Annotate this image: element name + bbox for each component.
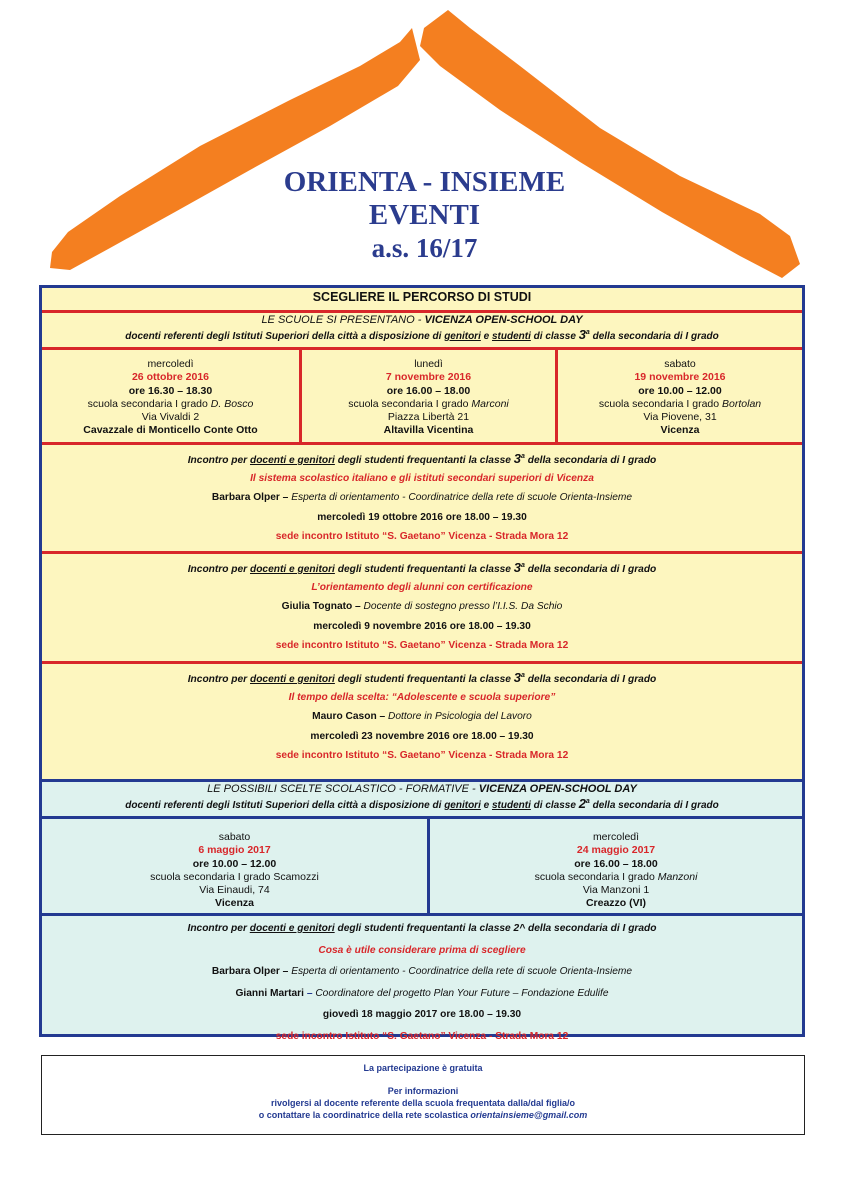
section1-events [42, 347, 802, 442]
meeting-3-num: 3 [513, 670, 522, 685]
meeting-4 [42, 913, 802, 1042]
event-4-city: Vicenza [215, 897, 254, 910]
event-1-date: 26 ottobre 2016 [131, 371, 210, 384]
meeting-1-topic: Il sistema scolastico italiano e gli istituti secondari superiori di Vicenza [250, 472, 594, 484]
meeting-2-sup: a [521, 562, 525, 569]
event-2-school-pre: scuola secondaria I grado [348, 397, 472, 410]
meeting-1-role: Esperta di orientamento - Coordinatrice della rete di scuole Orienta-Insieme [288, 492, 633, 503]
section2-line-b: di classe [530, 800, 579, 811]
meeting-1-num: 3 [513, 451, 522, 466]
meeting-4-intro-b: degli studenti frequentanti la classe 2^ della secondaria di I grado [334, 923, 657, 934]
meeting-3-when: mercoledì 23 novembre 2016 ore 18.00 – 19.30 [310, 730, 534, 742]
event-4-school-name: Scamozzi [273, 870, 319, 883]
section2-events [42, 816, 802, 913]
meeting-2-topic: L’orientamento degli alunni con certificazione [311, 581, 533, 593]
section2-line-u1: genitori [444, 800, 481, 811]
event-1-school-name: D. Bosco [210, 397, 254, 410]
meeting-1-intro-a: Incontro per [187, 455, 250, 466]
event-2-day: lunedì [414, 358, 443, 370]
event-5-time: ore 16.00 – 18.00 [574, 857, 658, 870]
section2-sub-a: LE POSSIBILI SCELTE SCOLASTICO - FORMATIVE [207, 783, 469, 795]
event-4-date: 6 maggio 2017 [198, 844, 271, 857]
event-3 [555, 350, 802, 442]
meeting-4-role-2: Coordinatore del progetto Plan Your Future – Fondazione Edulife [315, 987, 609, 999]
event-3-date: 19 novembre 2016 [634, 371, 726, 384]
meeting-2-when: mercoledì 9 novembre 2016 ore 18.00 – 19.30 [313, 620, 531, 632]
section2-line-sup: a [585, 798, 590, 805]
section1-line-c: della secondaria di I grado [589, 331, 719, 342]
meeting-2 [42, 551, 802, 661]
meeting-1-place: sede incontro Istituto “S. Gaetano” Vicenza - Strada Mora 12 [275, 531, 569, 542]
meeting-2-intro-b: degli studenti frequentanti la classe [334, 564, 514, 575]
meeting-4-speaker-2: Gianni Martari [235, 987, 304, 999]
meeting-4-intro-a: Incontro per [187, 923, 250, 934]
event-4-address: Via Einaudi, 74 [199, 884, 270, 897]
section1-line-u1: genitori [444, 331, 481, 342]
meeting-3 [42, 661, 802, 779]
info-email: orientainsieme@gmail.com [470, 1110, 588, 1120]
info-free: La partecipazione è gratuita [363, 1063, 483, 1073]
event-4-school-pre: scuola secondaria I grado [150, 870, 274, 883]
event-5-day: mercoledì [592, 831, 640, 843]
event-5-city: Creazzo (VI) [585, 897, 647, 910]
meeting-1-speaker: Barbara Olper – [211, 492, 289, 503]
meeting-1 [42, 442, 802, 551]
section2-sub-b: VICENZA OPEN-SCHOOL DAY [478, 783, 637, 795]
meeting-1-intro-b: degli studenti frequentanti la classe [334, 455, 514, 466]
section2-sub-dash: - [468, 783, 479, 795]
meeting-3-intro-b: degli studenti frequentanti la classe [334, 674, 514, 685]
meeting-3-sup: a [521, 672, 525, 679]
meeting-4-topic: Cosa è utile considerare prima di scegliere [318, 944, 526, 956]
meeting-1-when: mercoledì 19 ottobre 2016 ore 18.00 – 19.30 [317, 511, 527, 523]
meeting-1-intro-c: della secondaria di I grado [524, 455, 657, 466]
section2-line-and: e [480, 800, 492, 811]
meeting-3-intro-u: docenti e genitori [249, 674, 335, 685]
event-3-school-pre: scuola secondaria I grado [598, 397, 723, 410]
event-5-school-name: Manzoni [657, 870, 698, 883]
section1-header [42, 288, 802, 310]
event-2-time: ore 16.00 – 18.00 [386, 384, 471, 397]
event-5-school-pre: scuola secondaria I grado [534, 870, 658, 883]
meeting-4-role-1: Esperta di orientamento - Coordinatrice della rete di scuole Orienta-Insieme [288, 966, 633, 977]
info-box [41, 1055, 805, 1135]
event-3-time: ore 10.00 – 12.00 [638, 384, 722, 397]
title-line-2: EVENTI [368, 199, 481, 231]
meeting-2-intro-a: Incontro per [187, 564, 250, 575]
event-3-day: sabato [664, 358, 696, 370]
section1-subheader [42, 310, 802, 347]
event-2-school-name: Marconi [471, 397, 509, 410]
section1-sub-b: VICENZA OPEN-SCHOOL DAY [424, 314, 583, 326]
meeting-3-intro-a: Incontro per [187, 674, 250, 685]
meeting-2-intro-u: docenti e genitori [249, 564, 335, 575]
event-2-address: Piazza Libertà 21 [387, 411, 470, 424]
meeting-3-place: sede incontro Istituto “S. Gaetano” Vicenza - Strada Mora 12 [275, 750, 569, 761]
event-5-address: Via Manzoni 1 [582, 884, 650, 897]
meeting-3-intro-c: della secondaria di I grado [524, 674, 657, 685]
section1-sub-a: LE SCUOLE SI PRESENTANO [261, 314, 415, 326]
event-4 [42, 819, 427, 913]
event-5-date: 24 maggio 2017 [576, 844, 656, 857]
section1-title: SCEGLIERE IL PERCORSO DI STUDI [312, 290, 532, 304]
meeting-3-topic: Il tempo della scelta: “Adolescente e scuola superiore” [288, 691, 556, 703]
section1-line-u2: studenti [491, 331, 531, 342]
event-2-city: Altavilla Vicentina [383, 424, 474, 437]
meeting-4-dash-2: – [303, 987, 316, 999]
title-line-1: ORIENTA - INSIEME [283, 166, 566, 198]
section2-line-c: della secondaria di I grado [589, 800, 719, 811]
event-4-time: ore 10.00 – 12.00 [192, 857, 277, 870]
event-1-day: mercoledì [147, 358, 194, 370]
event-2 [299, 350, 555, 442]
meeting-1-intro-u: docenti e genitori [249, 455, 335, 466]
event-3-city: Vicenza [660, 424, 700, 437]
meeting-3-role: Dottore in Psicologia del Lavoro [385, 711, 532, 722]
event-4-day: sabato [218, 831, 251, 843]
meeting-2-role: Docente di sostegno presso l’I.I.S. Da Schio [360, 601, 563, 612]
section2-subheader [42, 779, 802, 816]
info-more: Per informazioni [387, 1086, 459, 1096]
events-frame [39, 285, 805, 1042]
meeting-2-num: 3 [513, 560, 522, 575]
meeting-2-speaker: Giulia Tognato – [281, 601, 361, 612]
section1-line-sup: a [585, 329, 590, 336]
event-2-date: 7 novembre 2016 [385, 371, 472, 384]
title-line-3: a.s. 16/17 [371, 233, 478, 263]
event-3-address: Via Piovene, 31 [643, 411, 717, 424]
section1-line-a: docenti referenti degli Istituti Superiori della città a disposizione di [125, 331, 445, 342]
meeting-4-intro-u: docenti e genitori [249, 923, 335, 934]
event-1-time: ore 16.30 – 18.30 [128, 384, 213, 397]
info-line-2: o contattare la coordinatrice della rete scolastica [258, 1110, 471, 1120]
event-3-school-name: Bortolan [722, 397, 762, 410]
section1-line-b: di classe [530, 331, 579, 342]
meeting-2-intro-c: della secondaria di I grado [524, 564, 657, 575]
meeting-2-place: sede incontro Istituto “S. Gaetano” Vicenza - Strada Mora 12 [275, 640, 569, 651]
event-1 [42, 350, 299, 442]
info-line-1: rivolgersi al docente referente della scuola frequentata dalla/dal figlia/o [270, 1098, 576, 1108]
section2-line-u2: studenti [491, 800, 531, 811]
section2-line-num: 2 [578, 796, 586, 811]
event-5 [427, 819, 802, 913]
event-1-school-pre: scuola secondaria I grado [87, 397, 211, 410]
meeting-4-speaker-1: Barbara Olper – [211, 966, 289, 977]
section1-line-and: e [480, 331, 492, 342]
section1-line-num: 3 [578, 327, 586, 342]
event-1-city: Cavazzale di Monticello Conte Otto [83, 424, 258, 437]
meeting-1-sup: a [521, 453, 525, 460]
section1-sub-dash: - [414, 314, 425, 326]
meeting-4-place: sede incontro Istituto “S. Gaetano” Vicenza - Strada Mora 12 [275, 1030, 569, 1042]
event-1-address: Via Vivaldi 2 [141, 411, 200, 424]
meeting-4-when: giovedì 18 maggio 2017 ore 18.00 – 19.30 [322, 1009, 522, 1020]
meeting-3-speaker: Mauro Cason – [312, 711, 386, 722]
section2-line-a: docenti referenti degli Istituti Superiori della città a disposizione di [125, 800, 445, 811]
